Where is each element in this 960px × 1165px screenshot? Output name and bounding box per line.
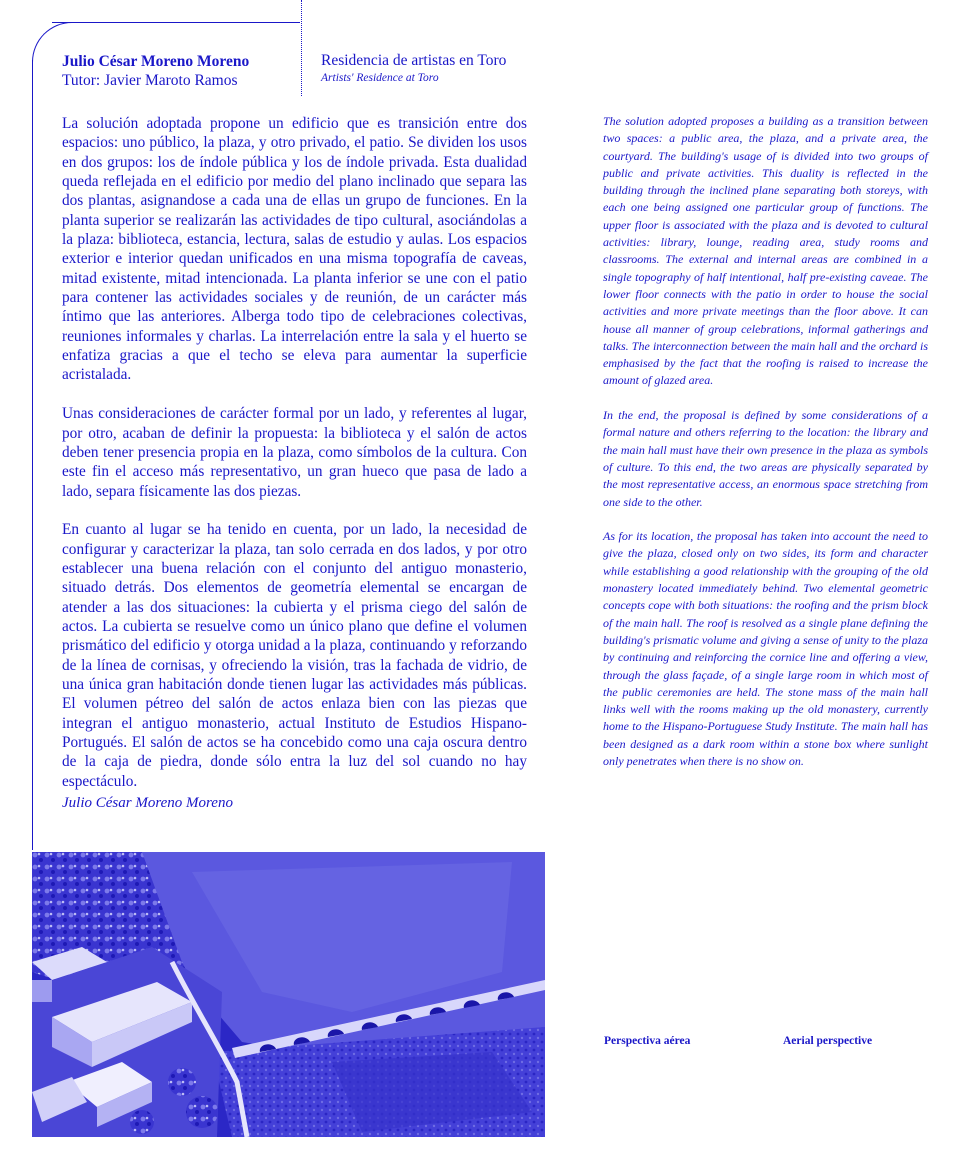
caption-es: Perspectiva aérea	[604, 1035, 691, 1047]
author-name: Julio César Moreno Moreno	[62, 53, 250, 70]
english-text-column	[603, 113, 928, 788]
english-paragraph: In the end, the proposal is defined by some considerations of a formal nature and others referring to the location: the library and the main hall must have their own presence in the plaza as symbols of culture. To this end, the two areas are physically separated by the most representative access, an enormous space stretching from one side to the other.	[603, 408, 928, 509]
english-paragraph: The solution adopted proposes a building as a transition between two spaces: a public area, the plaza, and a private area, the courtyard. The building's usage of is divided into two groups of public and private activities. This duality is reflected in the building through the inclined plane separating both storeys, with each one being assigned one particular group of functions. The upper floor is associated with the plaza and is devoted to cultural activities: library, lounge, reading area, study rooms and classrooms. The external and internal areas are combined in a single topography of half intentional, half pre-existing caveae. The lower floor connects with the patio in order to house the social activities and more private meetings than the floor above. It can house all manner of group celebrations, informal gatherings and talks. The interconnection between the main hall and the orchard is emphasised by the fact that the roofing is raised to increase the amount of glazed area.	[603, 114, 928, 388]
project-title-en: Artists' Residence at Toro	[321, 72, 439, 84]
frame-left-rule	[32, 60, 33, 850]
dotted-divider	[301, 0, 302, 96]
spanish-paragraph: Unas consideraciones de carácter formal por un lado, y referentes al lugar, por otro, acaban de definir la propuesta: la biblioteca y el salón de actos deben tener presencia propia en la plaza, como símbolos de la cultura. Con este fin el acceso más representativo, un gran hueco que pasa de lado a lado, separa físicamente las dos piezas.	[62, 405, 527, 500]
english-paragraph: As for its location, the proposal has taken into account the need to give the plaza, closed only on two sides, its form and character while establishing a good relationship with the grouping of the old monastery located immediately behind. Two elemental geometric concepts cope with both situations: the roofing and the prism block of the main hall. The roof is resolved as a single plane defining the building's prismatic volume and giving a sense of unity to the plaza by continuing and reinforcing the cornice line and offering a view, through the glass façade, of a single large room in which most of the public ceremonies are held. The stone mass of the main hall links well with the rooms making up the old monastery, currently home to the Hispano-Portuguese Study Institute. The main hall has been designed as a dark room within a stone box where sunlight only penetrates when there is no show on.	[603, 529, 928, 768]
tutor-name: Tutor: Javier Maroto Ramos	[62, 72, 238, 89]
spanish-text-column	[62, 114, 527, 810]
caption-en: Aerial perspective	[783, 1035, 873, 1047]
frame-top-rule	[52, 22, 300, 23]
aerial-photo-image	[32, 852, 545, 1137]
spanish-paragraph: En cuanto al lugar se ha tenido en cuenta, por un lado, la necesidad de configurar y caracterizar la plaza, tan solo cerrada en dos lados, y por otro establecer una buena relación con el conjunto del antiguo monasterio, situado detrás. Dos elementos de geometría elemental se encargan de atender a las dos situaciones: la cubierta y el prisma ciego del salón de actos. La cubierta se resuelve como un único plano que define el volumen prismático del edificio y otorga unidad a la plaza, continuando y reforzando de la línea de cornisas, y ofreciendo la visión, tras la fachada de vidrio, de una única gran habitación donde tienen lugar las actividades más públicas. El volumen pétreo del salón de actos enlaza bien con las piezas que integran el antiguo monasterio, actual Instituto de Estudios Hispano-Portugués. El salón de actos se ha concebido como una caja oscura dentro de la caja de piedra, donde sólo entra la luz del sol cuando no hay espectáculo.	[62, 521, 527, 790]
author-block	[62, 52, 249, 90]
aerial-photo	[32, 852, 545, 1137]
signature: Julio César Moreno Moreno	[62, 795, 233, 811]
spanish-paragraph: La solución adoptada propone un edificio que es transición entre dos espacios: uno público, la plaza, y otro privado, el patio. Se dividen los usos en dos grupos: los de índole pública y los de índole privada. Esta dualidad queda reflejada en el edificio por medio del plano inclinado que separa las dos plantas, asignandose a cada una de ellas un grupo de funciones. En la planta superior se realizarán las actividades de tipo cultural, asociándolas a la plaza: biblioteca, estancia, lectura, salas de estudio y aulas. Los espacios exterior e interior quedan unificados en una misma topografía de caveas, mitad existente, mitad intencionada. La planta inferior se une con el patio para contener las actividades sociales y de reunión, de un carácter más íntimo que las anteriores. Alberga todo tipo de celebraciones colectivas, reuniones informales y charlas. La interrelación entre la sala y el huerto se enfatiza gracias a que el techo se eleva para aumentar la superficie acristalada.	[62, 115, 527, 384]
project-title-es: Residencia de artistas en Toro	[321, 52, 507, 69]
project-title-block	[321, 51, 506, 86]
